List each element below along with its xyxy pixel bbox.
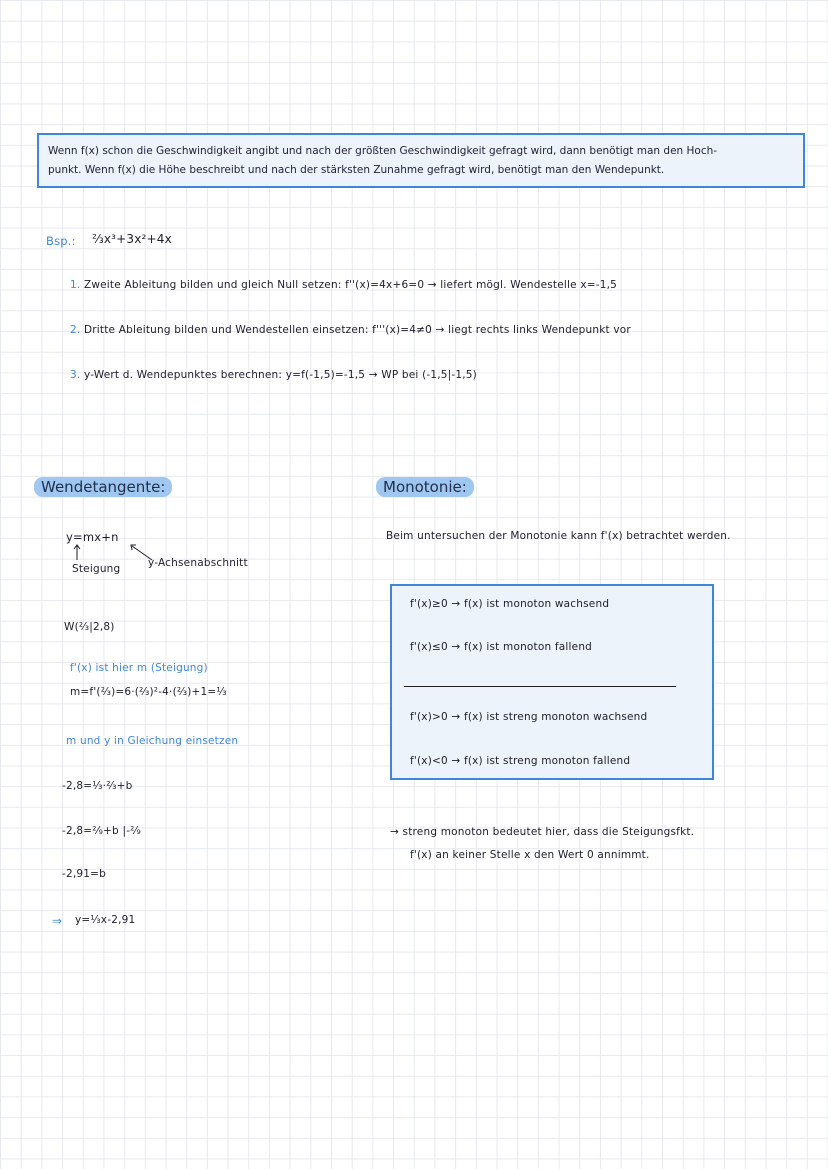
step-2-text: Dritte Ableitung bilden und Wendestellen einsetzen: f'''(x)=4≠0 → liegt rechts links Wendepunkt vor bbox=[83, 324, 631, 336]
tangent-title: Wendetangente: bbox=[34, 477, 172, 497]
rule-monoton-fallend: f'(x)≤0 → f(x) ist monoton fallend bbox=[410, 641, 593, 653]
step-2-number: 2. bbox=[70, 324, 81, 336]
tangent-calc-2: -2,8=⅓·⅔+b bbox=[62, 780, 133, 792]
tangent-note-2: m und y in Gleichung einsetzen bbox=[66, 735, 239, 747]
tangent-calc-4: -2,91=b bbox=[62, 868, 107, 880]
tangent-point: W(⅔|2,8) bbox=[64, 621, 115, 633]
tangent-result: y=⅓x-2,91 bbox=[75, 914, 136, 926]
example-label: Bsp.: bbox=[46, 234, 76, 248]
intro-line-1: Wenn f(x) schon die Geschwindigkeit angibt und nach der größten Geschwindigkeit gefragt wird, dann benötigt man den Hoch- bbox=[48, 145, 718, 157]
intercept-label: y-Achsenabschnitt bbox=[148, 557, 248, 569]
intro-box bbox=[37, 133, 805, 188]
step-1-number: 1. bbox=[70, 279, 81, 291]
tangent-note-1: f'(x) ist hier m (Steigung) bbox=[70, 662, 208, 674]
tangent-calc-3: -2,8=²⁄₉+b |-²⁄₉ bbox=[62, 825, 141, 837]
monotonie-title: Monotonie: bbox=[376, 477, 474, 497]
tangent-formula: y=mx+n bbox=[66, 530, 119, 544]
step-3-text: y-Wert d. Wendepunktes berechnen: y=f(-1,5)=-1,5 → WP bei (-1,5|-1,5) bbox=[83, 369, 477, 381]
rule-streng-wachsend: f'(x)>0 → f(x) ist streng monoton wachsend bbox=[410, 711, 648, 723]
intro-line-2: punkt. Wenn f(x) die Höhe beschreibt und nach der stärksten Zunahme gefragt wird, benötigt man den Wendepunkt. bbox=[48, 164, 665, 176]
rules-divider bbox=[404, 686, 676, 687]
monotonie-note-line-1: → streng monoton bedeutet hier, dass die Steigungsfkt. bbox=[390, 826, 695, 838]
annotation-arrows bbox=[68, 540, 158, 564]
tangent-calc-1: m=f'(⅔)=6·(⅔)²-4·(⅔)+1=⅓ bbox=[70, 686, 227, 698]
step-3 bbox=[70, 369, 477, 381]
monotonie-intro: Beim untersuchen der Monotonie kann f'(x) betrachtet werden. bbox=[386, 530, 731, 542]
rule-streng-fallend: f'(x)<0 → f(x) ist streng monoton fallend bbox=[410, 755, 631, 767]
step-2 bbox=[70, 324, 631, 336]
step-1 bbox=[70, 279, 617, 291]
result-arrow: ⇒ bbox=[52, 914, 63, 928]
slope-label: Steigung bbox=[72, 563, 121, 575]
monotonie-rules-box bbox=[390, 584, 714, 780]
step-3-number: 3. bbox=[70, 369, 81, 381]
step-1-text: Zweite Ableitung bilden und gleich Null setzen: f''(x)=4x+6=0 → liefert mögl. Wendestelle x=-1,5 bbox=[83, 279, 618, 291]
monotonie-note-line-2: f'(x) an keiner Stelle x den Wert 0 annimmt. bbox=[410, 849, 650, 861]
example-function: ⅔x³+3x²+4x bbox=[92, 232, 172, 246]
rule-monoton-wachsend: f'(x)≥0 → f(x) ist monoton wachsend bbox=[410, 598, 610, 610]
